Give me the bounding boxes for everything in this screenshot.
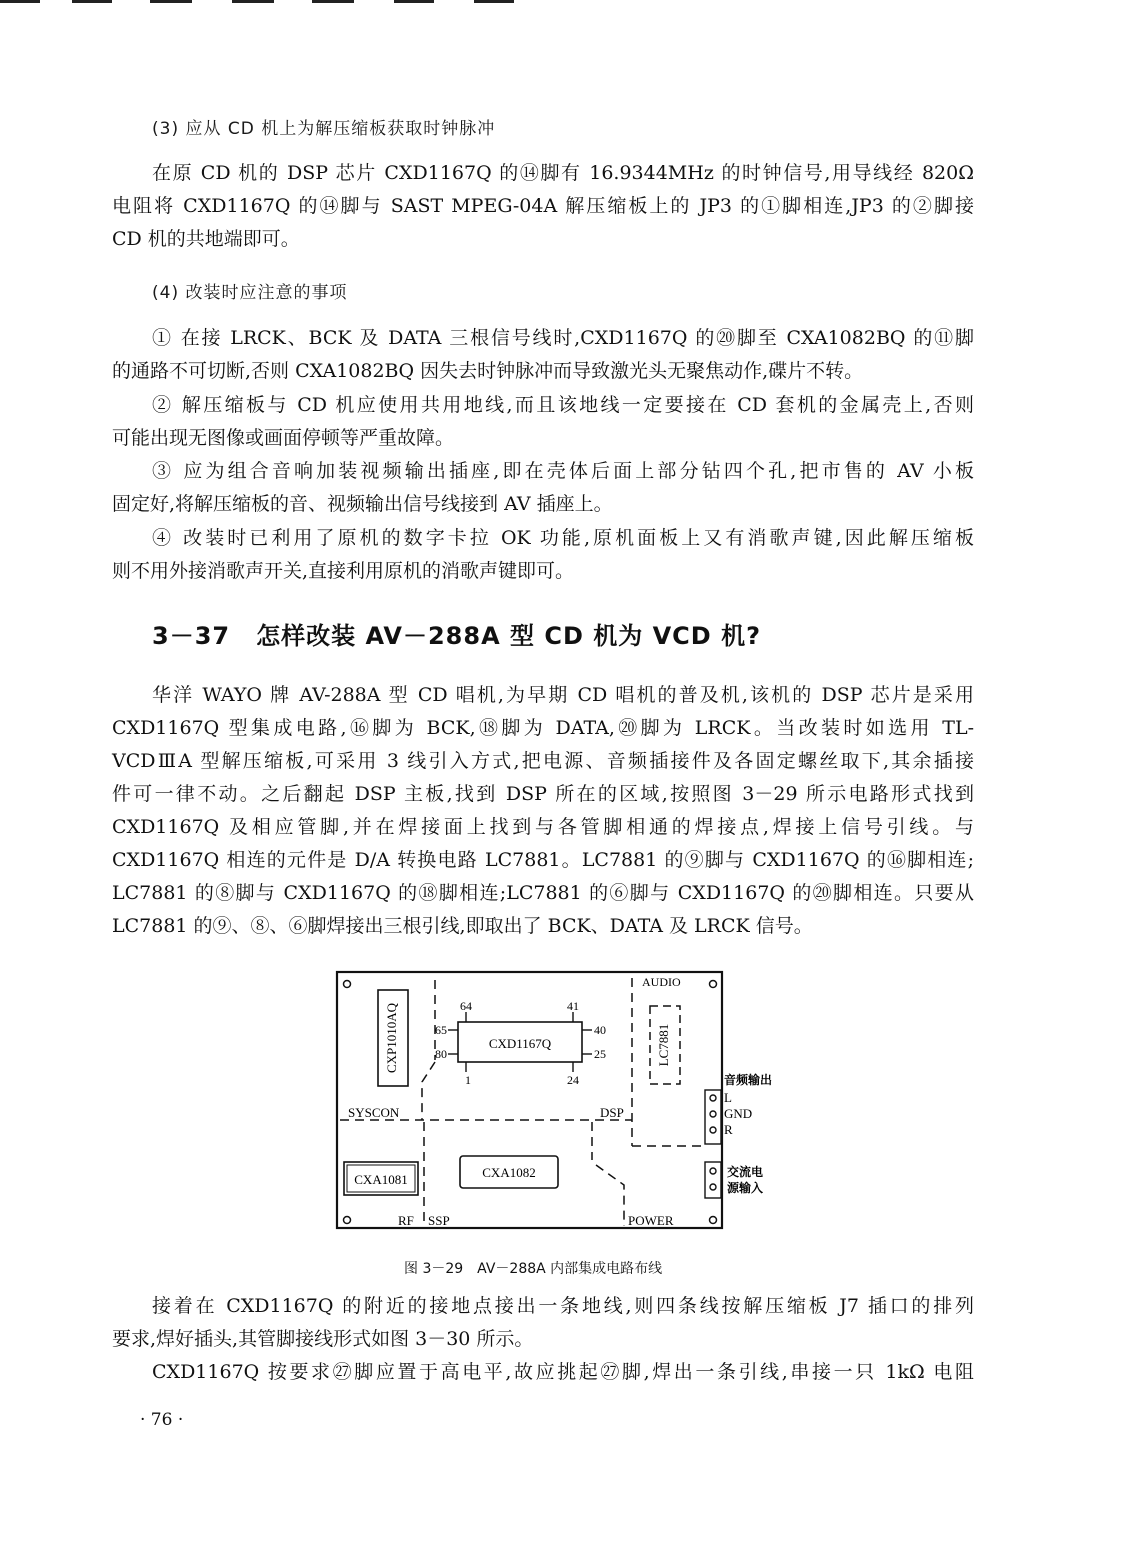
circuit-layout-figure (300, 965, 800, 1240)
text-line: 则不用外接消歌声开关,直接利用原机的消歌声键即可。 (112, 560, 575, 582)
section-4-item-3 (112, 455, 974, 521)
text-line: 固定好,将解压缩板的音、视频输出信号线接到 AV 插座上。 (112, 493, 613, 515)
pin-1-label: 1 (465, 1073, 471, 1087)
top-rule (0, 0, 40, 3)
text-line: 件可一律不动。之后翻起 DSP 主板,找到 DSP 所在的区域,按照图 3－29 所示电路形式找到 (112, 783, 974, 805)
text-line: 要求,焊好插头,其管脚接线形式如图 3－30 所示。 (112, 1328, 534, 1350)
text-line: 在原 CD 机的 DSP 芯片 CXD1167Q 的⑭脚有 16.9344MHz 的时钟信号,用导线经 820Ω (152, 162, 974, 184)
terminal-l (710, 1095, 716, 1101)
text-line: CXD1167Q 及相应管脚,并在焊接面上找到与各管脚相通的焊接点,焊接上信号引线。与 (112, 816, 974, 838)
text-line: VCDⅢA 型解压缩板,可采用 3 线引入方式,把电源、音频插接件及各固定螺丝取下,其余插接 (112, 750, 974, 772)
text-line: 可能出现无图像或画面停顿等严重故障。 (112, 427, 455, 449)
pin-40-label: 40 (594, 1023, 606, 1037)
mounting-hole (344, 981, 351, 988)
mounting-hole (344, 1217, 351, 1224)
syscon-region-label: SYSCON (348, 1105, 400, 1120)
text-line: ④ 改装时已利用了原机的数字卡拉 OK 功能,原机面板上又有消歌声键,因此解压缩板 (152, 527, 974, 549)
section-4-item-1 (112, 322, 974, 388)
after-figure-paragraph-1 (112, 1290, 974, 1356)
section-4-title: (4) 改装时应注意的事项 (152, 283, 348, 303)
pin-24-label: 24 (567, 1073, 579, 1087)
text-line: LC7881 的⑧脚与 CXD1167Q 的⑱脚相连;LC7881 的⑥脚与 CXD1167Q 的⑳脚相连。只要从 (112, 882, 974, 904)
text-line: LC7881 的⑨、⑧、⑥脚焊接出三根引线,即取出了 BCK、DATA 及 LRCK 信号。 (112, 915, 813, 937)
ac-input-label-2: 源输入 (727, 1181, 764, 1195)
text-line: ② 解压缩板与 CD 机应使用共用地线,而且该地线一定要接在 CD 套机的金属壳上,否则 (152, 394, 974, 416)
rf-region-label: RF (398, 1213, 414, 1228)
pin-80-label: 80 (435, 1047, 447, 1061)
mounting-hole (710, 981, 717, 988)
body-paragraph (112, 679, 974, 943)
terminal-gnd (710, 1111, 716, 1117)
cxd1167q-label: CXD1167Q (488, 1036, 552, 1051)
text-line: CXD1167Q 相连的元件是 D/A 转换电路 LC7881。LC7881 的⑨脚与 CXD1167Q 的⑯脚相连; (112, 849, 974, 871)
text-line: ③ 应为组合音响加装视频输出插座,即在壳体后面上部分钻四个孔,把市售的 AV 小板 (152, 460, 974, 482)
text-line: ① 在接 LRCK、BCK 及 DATA 三根信号线时,CXD1167Q 的⑳脚至 CXA1082BQ 的⑪脚 (152, 327, 974, 349)
ac-terminal (710, 1168, 716, 1174)
text-line: 电阻将 CXD1167Q 的⑭脚与 SAST MPEG-04A 解压缩板上的 JP3 的①脚相连,JP3 的②脚接 (112, 195, 974, 217)
pin-25-label: 25 (594, 1047, 606, 1061)
heading-text: 怎样改装 AV－288A 型 CD 机为 VCD 机? (256, 622, 761, 650)
ac-terminal (710, 1184, 716, 1190)
lc7881-label: LC7881 (655, 1023, 671, 1067)
section-heading (152, 616, 761, 651)
top-rule (150, 0, 192, 3)
ssp-region-label: SSP (428, 1213, 450, 1228)
after-figure-paragraph-2 (112, 1356, 974, 1389)
top-rule (72, 0, 112, 3)
mounting-hole (710, 1217, 717, 1224)
gnd-terminal-label: GND (724, 1106, 753, 1121)
text-line: CXD1167Q 型集成电路,⑯脚为 BCK,⑱脚为 DATA,⑳脚为 LRCK。当改装时如选用 TL- (112, 717, 974, 739)
text-line: 的通路不可切断,否则 CXA1082BQ 因失去时钟脉冲而导致激光头无聚焦动作,碟片不转。 (112, 360, 864, 382)
top-rule (394, 0, 434, 3)
text-line: CXD1167Q 按要求㉗脚应置于高电平,故应挑起㉗脚,焊出一条引线,串接一只 1kΩ 电阻 (152, 1361, 974, 1383)
power-region-label: POWER (628, 1213, 674, 1228)
section-4-item-2 (112, 389, 974, 455)
section-3-paragraph (112, 157, 974, 256)
r-terminal-label: R (724, 1122, 733, 1137)
top-rule (312, 0, 354, 3)
section-3-title: (3) 应从 CD 机上为解压缩板获取时钟脉冲 (152, 119, 496, 139)
l-terminal-label: L (724, 1090, 732, 1105)
text-line: 接着在 CXD1167Q 的附近的接地点接出一条地线,则四条线按解压缩板 J7 插口的排列 (152, 1295, 974, 1317)
cxa1081-label: CXA1081 (354, 1172, 408, 1187)
cxa1082-label: CXA1082 (482, 1165, 536, 1180)
pin-41-label: 41 (567, 999, 579, 1013)
cxp1010aq-label: CXP1010AQ (383, 1002, 399, 1074)
text-line: 华洋 WAYO 牌 AV-288A 型 CD 唱机,为早期 CD 唱机的普及机,该机的 DSP 芯片是采用 (152, 684, 974, 706)
pin-64-label: 64 (460, 999, 472, 1013)
text-line: CD 机的共地端即可。 (112, 228, 300, 250)
top-rule (232, 0, 274, 3)
page-number: · 76 · (140, 1410, 184, 1430)
audio-output-label: 音频输出 (724, 1073, 773, 1087)
ac-input-label-1: 交流电 (727, 1165, 764, 1179)
pin-65-label: 65 (435, 1023, 447, 1037)
top-rule (474, 0, 514, 3)
audio-region-label: AUDIO (642, 975, 681, 989)
figure-caption: 图 3－29 AV－288A 内部集成电路布线 (404, 1261, 663, 1277)
section-4-item-4 (112, 522, 974, 588)
dsp-region-label: DSP (600, 1105, 624, 1120)
heading-number: 3－37 (152, 622, 231, 650)
terminal-r (710, 1127, 716, 1133)
